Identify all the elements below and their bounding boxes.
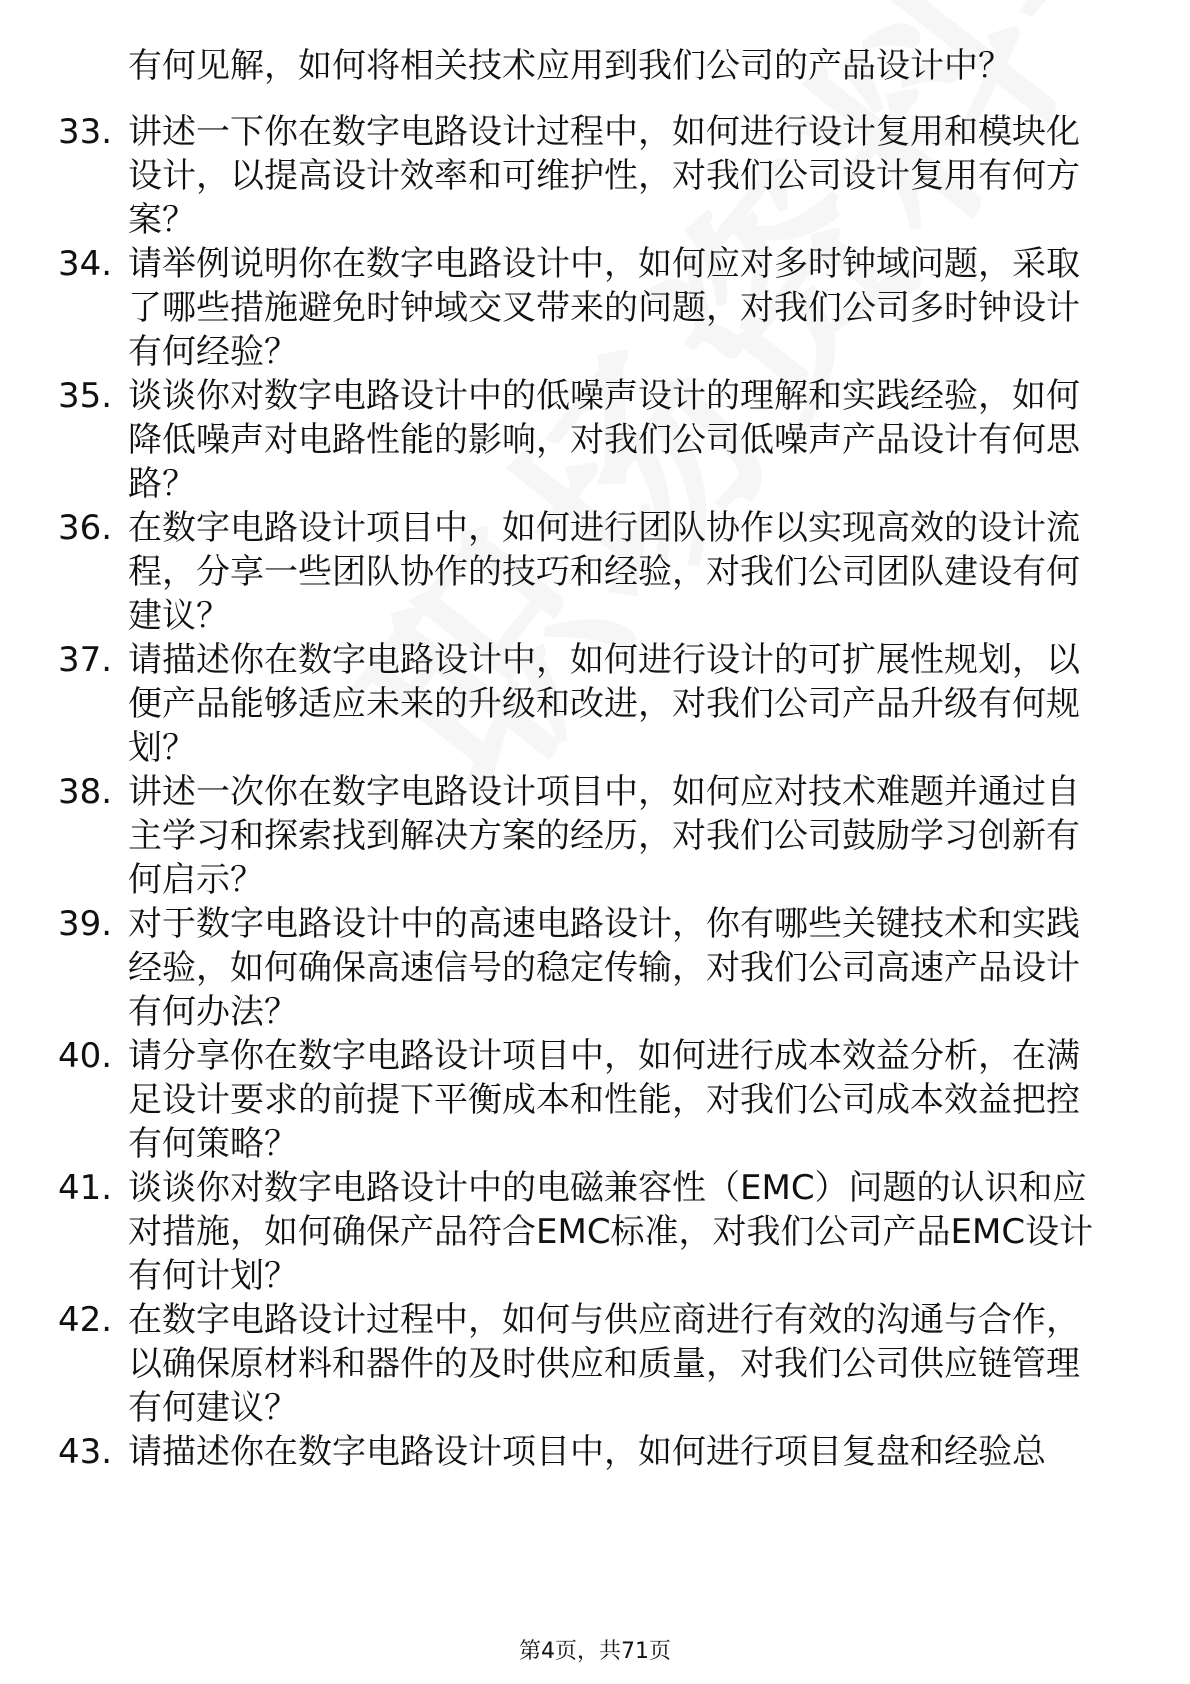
question-text-line: 在数字电路设计项目中，如何进行团队协作以实现高效的设计流	[128, 508, 1080, 548]
question-number: 40.	[58, 1036, 113, 1076]
question-text-line: 了哪些措施避免时钟域交叉带来的问题，对我们公司多时钟设计	[128, 288, 1080, 328]
question-number: 36.	[58, 508, 113, 548]
question-number: 42.	[58, 1300, 113, 1340]
page-number: 第4页，共71页	[519, 1639, 671, 1664]
question-text-line: 有何建议？	[128, 1388, 298, 1428]
question-text-line: 谈谈你对数字电路设计中的低噪声设计的理解和实践经验，如何	[128, 376, 1080, 416]
question-text-line: 请描述你在数字电路设计项目中，如何进行项目复盘和经验总	[128, 1432, 1046, 1472]
question-text-line: 请描述你在数字电路设计中，如何进行设计的可扩展性规划，以	[128, 640, 1080, 680]
question-text-line: 对措施，如何确保产品符合EMC标准，对我们公司产品EMC设计	[128, 1212, 1094, 1252]
question-text-line: 讲述一下你在数字电路设计过程中，如何进行设计复用和模块化	[128, 112, 1080, 152]
question-number: 43.	[58, 1432, 113, 1472]
question-text-line: 有何经验？	[128, 332, 298, 372]
question-text-line: 降低噪声对电路性能的影响，对我们公司低噪声产品设计有何思	[128, 420, 1080, 460]
question-text-line: 程，分享一些团队协作的技巧和经验，对我们公司团队建设有何	[128, 552, 1080, 592]
question-text-line: 便产品能够适应未来的升级和改进，对我们公司产品升级有何规	[128, 684, 1080, 724]
question-number: 33.	[58, 112, 113, 152]
continuation-line: 有何见解，如何将相关技术应用到我们公司的产品设计中？	[128, 46, 1012, 86]
question-text-line: 足设计要求的前提下平衡成本和性能，对我们公司成本效益把控	[128, 1080, 1080, 1120]
question-text-line: 对于数字电路设计中的高速电路设计，你有哪些关键技术和实践	[128, 904, 1080, 944]
question-number: 39.	[58, 904, 113, 944]
question-text-line: 在数字电路设计过程中，如何与供应商进行有效的沟通与合作，	[128, 1300, 1080, 1340]
question-text-line: 谈谈你对数字电路设计中的电磁兼容性（EMC）问题的认识和应	[128, 1168, 1087, 1208]
question-number: 38.	[58, 772, 113, 812]
question-text-line: 以确保原材料和器件的及时供应和质量，对我们公司供应链管理	[128, 1344, 1080, 1384]
question-text-line: 有何计划？	[128, 1256, 298, 1296]
question-text-line: 何启示？	[128, 860, 264, 900]
question-text-line: 经验，如何确保高速信号的稳定传输，对我们公司高速产品设计	[128, 948, 1080, 988]
question-number: 35.	[58, 376, 113, 416]
question-number: 37.	[58, 640, 113, 680]
question-number: 34.	[58, 244, 113, 284]
question-text-line: 建议？	[128, 596, 230, 636]
question-number: 41.	[58, 1168, 113, 1208]
question-text-line: 路？	[128, 464, 196, 504]
question-text-line: 主学习和探索找到解决方案的经历，对我们公司鼓励学习创新有	[128, 816, 1080, 856]
question-text-line: 划？	[128, 728, 196, 768]
question-text-line: 讲述一次你在数字电路设计项目中，如何应对技术难题并通过自	[128, 772, 1080, 812]
question-text-line: 请举例说明你在数字电路设计中，如何应对多时钟域问题，采取	[128, 244, 1080, 284]
question-text-line: 有何策略？	[128, 1124, 298, 1164]
question-text-line: 请分享你在数字电路设计项目中，如何进行成本效益分析，在满	[128, 1036, 1080, 1076]
question-text-line: 有何办法？	[128, 992, 298, 1032]
question-text-line: 设计，以提高设计效率和可维护性，对我们公司设计复用有何方	[128, 156, 1080, 196]
question-text-line: 案？	[128, 200, 196, 240]
